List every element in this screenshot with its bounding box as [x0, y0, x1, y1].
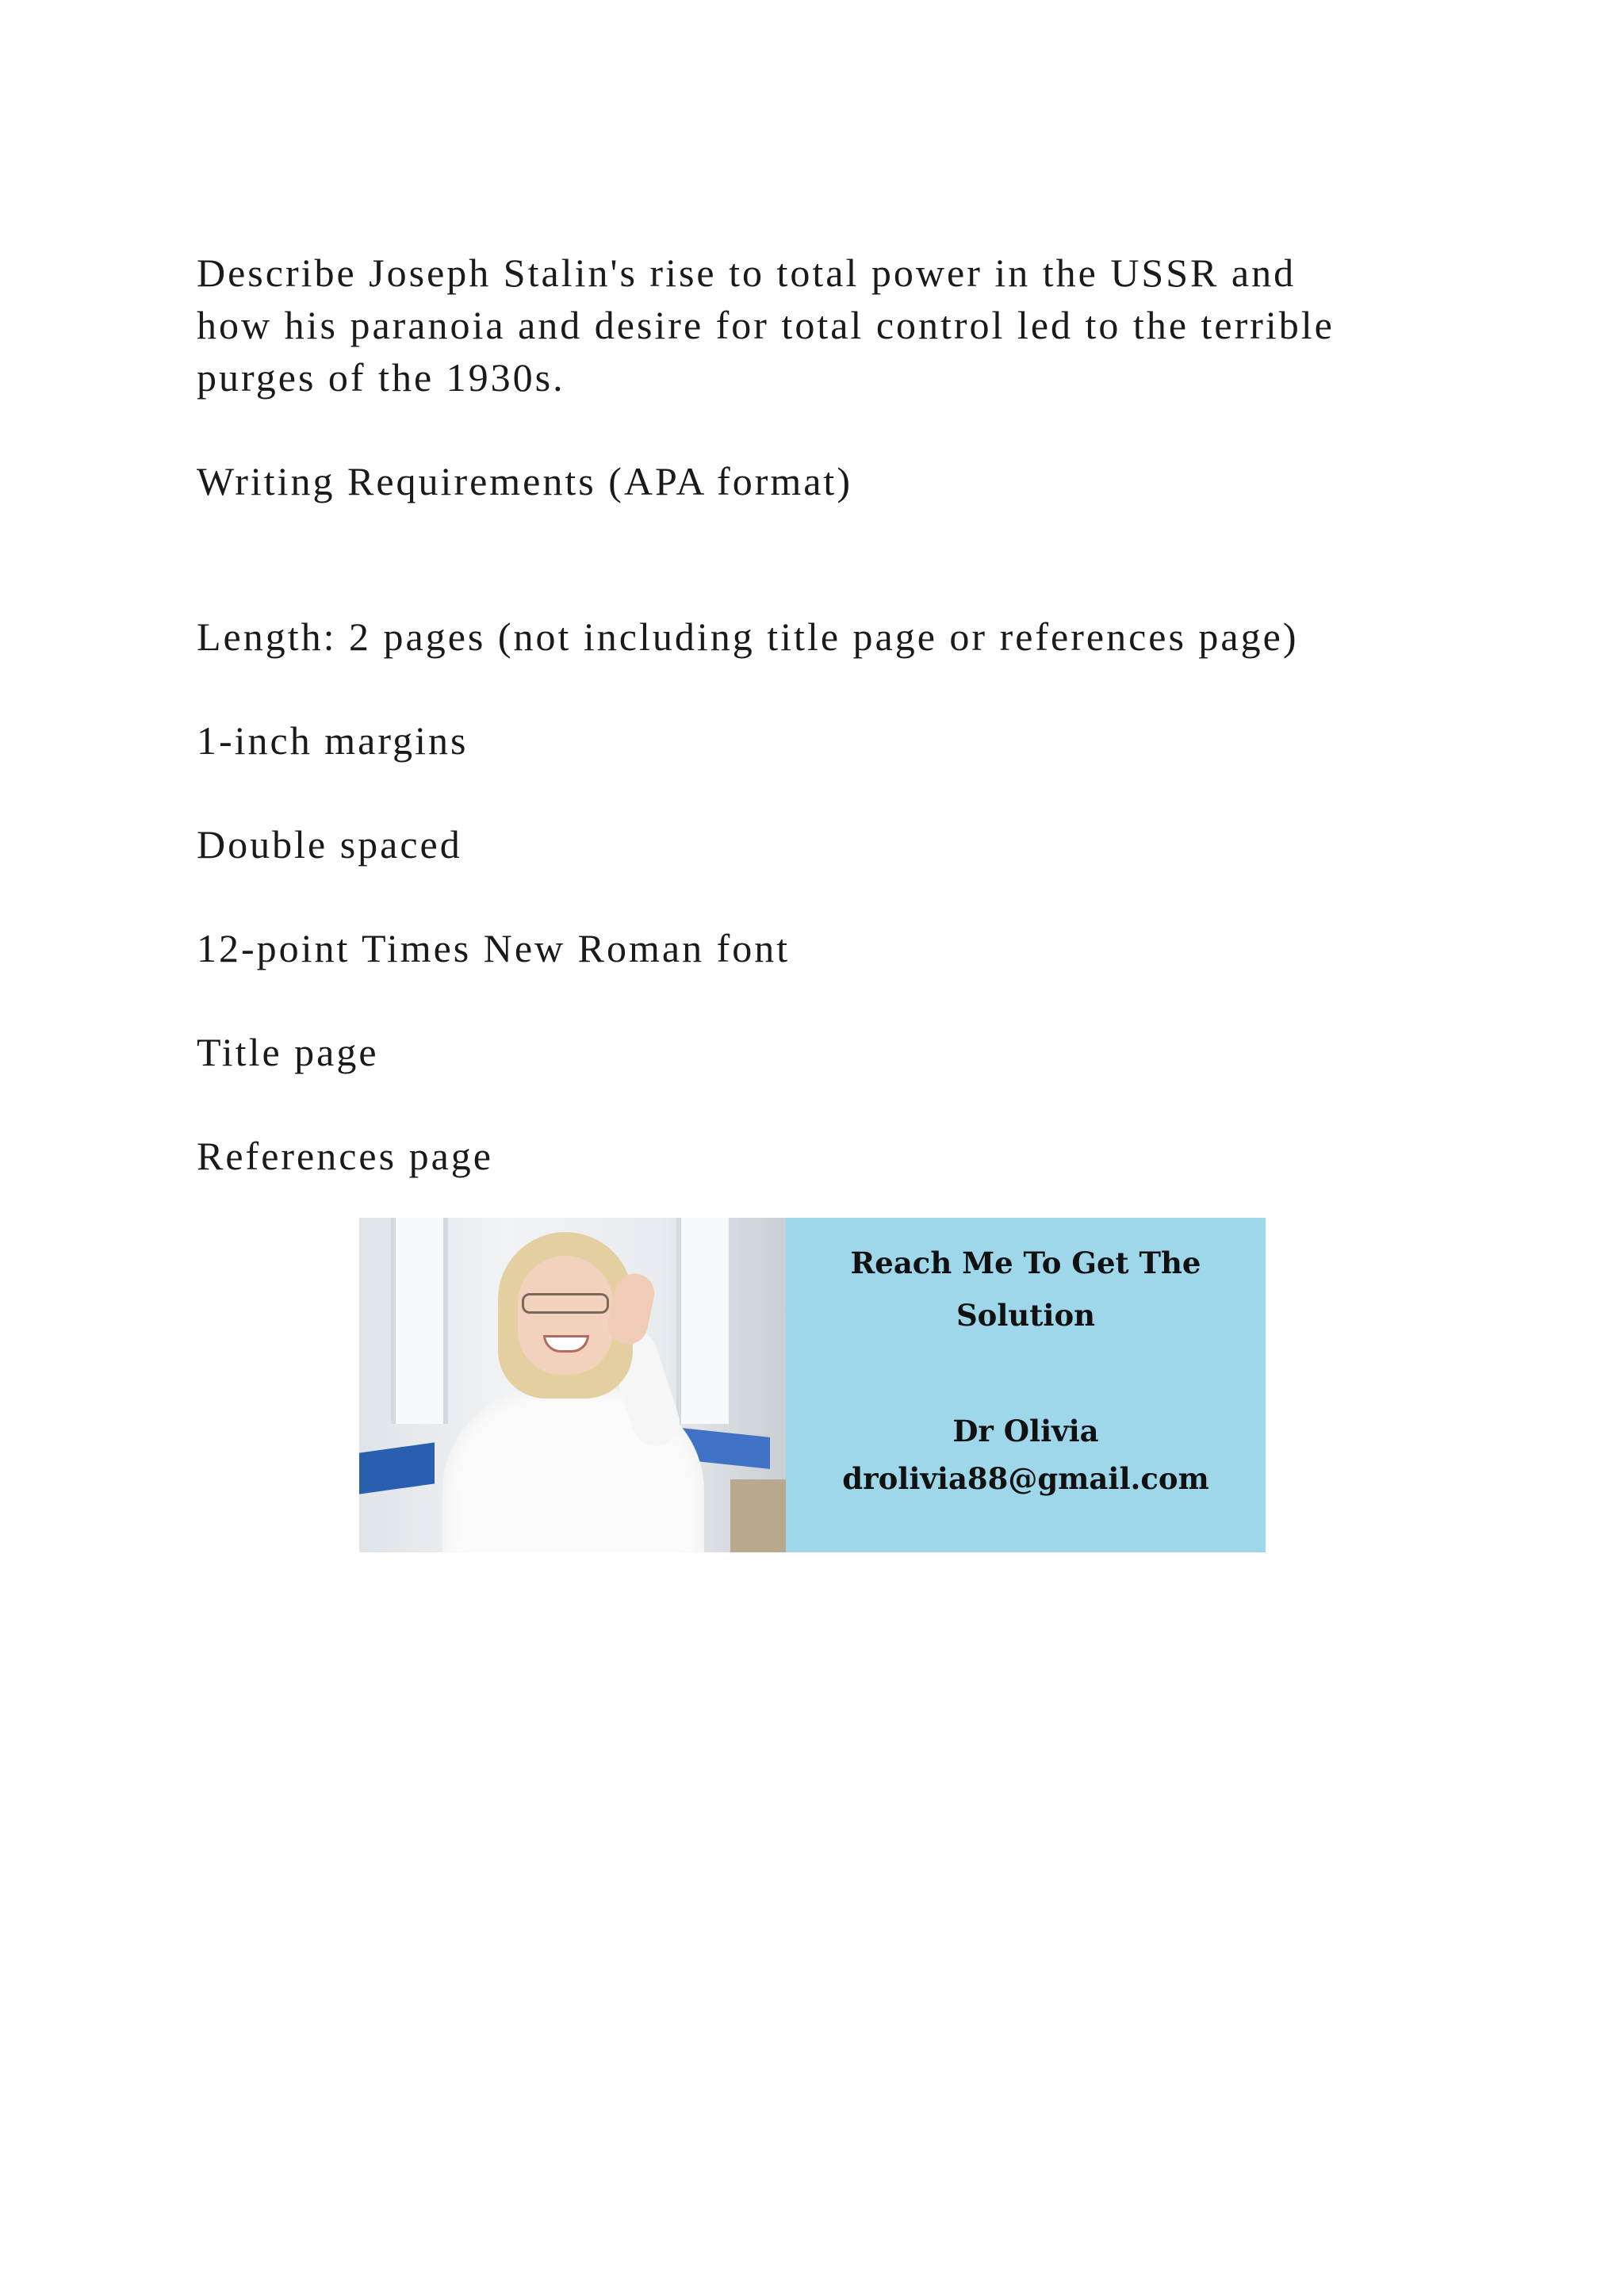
- person-face: [518, 1256, 613, 1375]
- contact-email: drolivia88@gmail.com: [842, 1461, 1209, 1496]
- requirement-font: 12-point Times New Roman font: [197, 926, 791, 970]
- background-shelf: [730, 1479, 786, 1552]
- cta-line-2: Solution: [956, 1298, 1096, 1333]
- background-window: [676, 1218, 733, 1424]
- background-desk: [359, 1442, 435, 1494]
- requirement-spacing: Double spaced: [197, 822, 462, 867]
- assignment-question: [197, 247, 1335, 404]
- requirements-heading: Writing Requirements (APA format): [197, 459, 852, 503]
- background-window: [391, 1218, 448, 1424]
- contact-banner: [359, 1218, 1266, 1552]
- contact-name: Dr Olivia: [952, 1414, 1099, 1448]
- cta-line-1: Reach Me To Get The: [850, 1246, 1201, 1280]
- question-line-2: how his paranoia and desire for total control led to the terrible: [197, 303, 1335, 347]
- contact-card: [786, 1218, 1266, 1552]
- woman-with-glasses-photo: [359, 1218, 786, 1552]
- glasses-icon: [522, 1293, 609, 1314]
- requirement-title-page: Title page: [197, 1030, 379, 1074]
- requirement-references-page: References page: [197, 1134, 493, 1178]
- question-line-1: Describe Joseph Stalin's rise to total power in the USSR and: [197, 251, 1297, 295]
- question-line-3: purges of the 1930s.: [197, 355, 565, 400]
- requirement-margins: 1-inch margins: [197, 718, 469, 763]
- requirement-length: Length: 2 pages (not including title page or references page): [197, 614, 1299, 659]
